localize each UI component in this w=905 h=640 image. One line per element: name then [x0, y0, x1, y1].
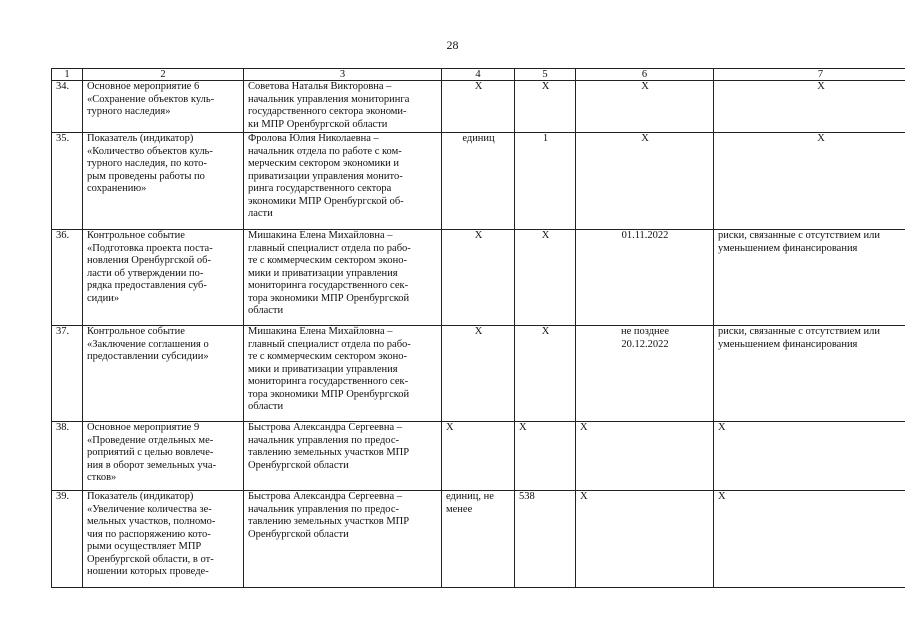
header-row: [52, 69, 905, 81]
risks-cell: X: [714, 491, 905, 588]
header-cell: 1: [52, 69, 83, 81]
date-cell: X: [576, 422, 714, 491]
event-name: Основное мероприятие 9 «Проведение отдельных ме- роприятий с целью вовлече- ния в оборот земельных уча- стков»: [83, 422, 244, 491]
row-number: 36.: [52, 230, 83, 326]
value-cell: 1: [515, 133, 576, 230]
unit-cell: X: [442, 326, 515, 422]
unit-cell: X: [442, 422, 515, 491]
event-name: Показатель (индикатор) «Увеличение количества зе- мельных участков, полномо- чия по распоряжению кото- рыми осуществляет МПР Оренбургской области, в от- ношении которых проведе-: [83, 491, 244, 588]
unit-cell: единиц: [442, 133, 515, 230]
risks-cell: X: [714, 133, 905, 230]
unit-cell: X: [442, 230, 515, 326]
value-cell: X: [515, 81, 576, 133]
date-cell: не позднее 20.12.2022: [576, 326, 714, 422]
table-row: [52, 491, 905, 588]
table-row: [52, 81, 905, 133]
value-cell: X: [515, 422, 576, 491]
header-cell: 6: [576, 69, 714, 81]
row-number: 34.: [52, 81, 83, 133]
row-number: 35.: [52, 133, 83, 230]
risks-cell: X: [714, 81, 905, 133]
date-cell: X: [576, 491, 714, 588]
plan-table: [51, 68, 905, 588]
risks-cell: риски, связанные с отсутствием или уменьшением финансирования: [714, 230, 905, 326]
responsible-person: Советова Наталья Викторовна – начальник управления мониторинга государственного сектора экономи- ки МПР Оренбургской области: [244, 81, 442, 133]
header-cell: 4: [442, 69, 515, 81]
header-cell: 3: [244, 69, 442, 81]
responsible-person: Мишакина Елена Михайловна – главный специалист отдела по рабо- те с коммерческим сектором эконо- мики и приватизации управления мониторинга государственного сек- тора экономики МПР Оренбургской области: [244, 230, 442, 326]
responsible-person: Быстрова Александра Сергеевна – начальник управления по предос- тавлению земельных участков МПР Оренбургской области: [244, 491, 442, 588]
responsible-person: Мишакина Елена Михайловна – главный специалист отдела по рабо- те с коммерческим сектором эконо- мики и приватизации управления мониторинга государственного сек- тора экономики МПР Оренбургской области: [244, 326, 442, 422]
table-row: [52, 133, 905, 230]
date-cell: X: [576, 81, 714, 133]
header-cell: 7: [714, 69, 905, 81]
event-name: Основное мероприятие 6 «Сохранение объектов куль- турного наследия»: [83, 81, 244, 133]
table-row: [52, 422, 905, 491]
header-cell: 5: [515, 69, 576, 81]
header-cell: 2: [83, 69, 244, 81]
row-number: 38.: [52, 422, 83, 491]
responsible-person: Быстрова Александра Сергеевна – начальник управления по предос- тавлению земельных участков МПР Оренбургской области: [244, 422, 442, 491]
responsible-person: Фролова Юлия Николаевна – начальник отдела по работе с ком- мерческим сектором экономики и приватизации управления монито- ринга государственного сектора экономики МПР Оренбургской об- ласти: [244, 133, 442, 230]
unit-cell: единиц, не менее: [442, 491, 515, 588]
table-row: [52, 230, 905, 326]
risks-cell: риски, связанные с отсутствием или уменьшением финансирования: [714, 326, 905, 422]
event-name: Показатель (индикатор) «Количество объектов куль- турного наследия, по кото- рым проведены работы по сохранению»: [83, 133, 244, 230]
row-number: 37.: [52, 326, 83, 422]
event-name: Контрольное событие «Подготовка проекта поста- новления Оренбургской об- ласти об утверждении по- рядка предоставления суб- сидии»: [83, 230, 244, 326]
value-cell: X: [515, 326, 576, 422]
event-name: Контрольное событие «Заключение соглашения о предоставлении субсидии»: [83, 326, 244, 422]
risks-cell: X: [714, 422, 905, 491]
page-number: 28: [446, 38, 459, 52]
value-cell: 538: [515, 491, 576, 588]
row-number: 39.: [52, 491, 83, 588]
table-row: [52, 326, 905, 422]
value-cell: X: [515, 230, 576, 326]
date-cell: X: [576, 133, 714, 230]
unit-cell: X: [442, 81, 515, 133]
date-cell: 01.11.2022: [576, 230, 714, 326]
